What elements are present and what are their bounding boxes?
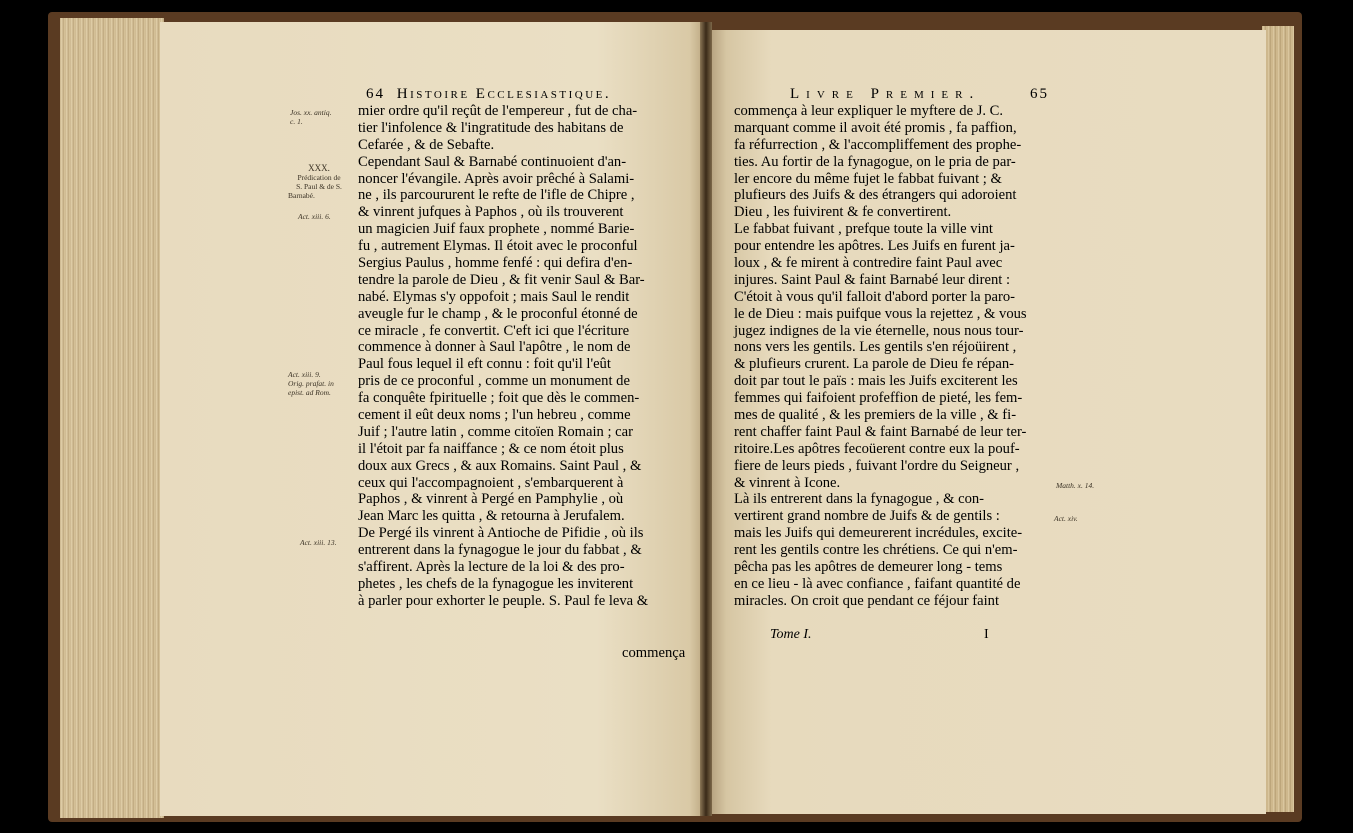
left-page-line: s'affirent. Après la lecture de la loi & des pro- xyxy=(358,559,625,576)
left-page-line: Sergius Paulus , homme fenfé : qui defira d'en- xyxy=(358,255,633,272)
left-page-line: noncer l'évangile. Après avoir prêché à Salami- xyxy=(358,170,635,187)
right-page-line: ties. Au fortir de la fynagogue, on le pria de par- xyxy=(734,153,1016,170)
left-page-line: phetes , les chefs de la fynagogue les inviterent xyxy=(358,575,634,592)
left-page-line: Paul fous lequel il eft connu : foit qu'il l'eût xyxy=(358,356,611,373)
right-page-line: rent les gentils contre les chrétiens. Ce qui n'em- xyxy=(734,542,1018,559)
left-page-line: un magicien Juif faux prophete , nommé Barie- xyxy=(358,221,635,238)
right-page-line: femmes qui faifoient profeffion de pieté, les fem- xyxy=(734,390,1023,407)
left-page-line: mier ordre qu'il reçût de l'empereur , fut de cha- xyxy=(358,103,638,119)
right-page-line: ritoire.Les apôtres fecoüerent contre eux la pouf- xyxy=(734,440,1020,457)
right-footer-signature: I xyxy=(984,627,989,642)
right-page-line: mes de qualité , & les premiers de la ville , & fi- xyxy=(734,407,1017,424)
margin-note-act13-6: Act. xiii. 6. xyxy=(298,212,331,221)
left-page-body xyxy=(358,103,648,610)
left-page-line: ce miracle , fe convertit. C'eft ici que l'écriture xyxy=(358,322,630,339)
right-page-line: & vinrent à Icone. xyxy=(734,474,841,491)
left-page-line: fu , autrement Elymas. Il étoit avec le proconful xyxy=(358,238,638,255)
margin-note-act13-9: Act. xiii. 9. Orig. prafat. in epist. ad Rom. xyxy=(288,370,334,397)
right-page-line: commença à leur expliquer le myftere de J. C. xyxy=(734,103,1004,119)
right-page-line: le de Dieu : mais puifque vous la rejettez , & vous xyxy=(734,305,1027,322)
left-page-line: tendre la parole de Dieu , & fit venir Saul & Bar- xyxy=(358,271,645,288)
left-page-line: entrerent dans la fynagogue le jour du fabbat , & xyxy=(358,542,642,559)
right-page-line: fa réfurrection , & l'accompliffement des prophe- xyxy=(734,136,1022,153)
margin-note-xxx: XXX. Prédication de S. Paul & de S. Barnabé. xyxy=(288,163,342,200)
left-page-line: à parler pour exhorter le peuple. S. Paul fe leva & xyxy=(358,592,649,609)
right-page-line: vertirent grand nombre de Juifs & de gentils : xyxy=(734,508,1000,525)
right-page-line: doit par tout le païs : mais les Juifs exciterent les xyxy=(734,373,1018,390)
left-page-line: Cependant Saul & Barnabé continuoient d'an- xyxy=(358,153,627,170)
left-page-line: & vinrent jufques à Paphos , où ils trouverent xyxy=(358,204,624,221)
right-page-line: pêcha pas les apôtres de demeurer long - tems xyxy=(734,559,1003,576)
right-page-line: Le fabbat fuivant , prefque toute la ville vint xyxy=(734,221,993,238)
right-page-body xyxy=(734,103,1027,610)
right-page-line: pour entendre les apôtres. Les Juifs en furent ja- xyxy=(734,238,1015,255)
left-page-line: Cefarée , & de Sebafte. xyxy=(358,136,495,153)
left-page-line: Juif ; l'autre latin , comme citoïen Romain ; car xyxy=(358,423,633,440)
left-page-header xyxy=(366,86,611,103)
left-page-line: fa conquête fpirituelle ; foit que dès le commen- xyxy=(358,390,640,407)
margin-note-act13-13: Act. xiii. 13. xyxy=(300,538,337,547)
right-page-line: miracles. On croit que pendant ce féjour faint xyxy=(734,592,1000,609)
right-running-head: Livre Premier. xyxy=(790,86,981,102)
right-page-line: mais les Juifs qui demeurerent incrédules, excite- xyxy=(734,525,1023,542)
left-page-line: doux aux Grecs , & aux Romains. Saint Paul , & xyxy=(358,457,642,474)
right-page-line: Là ils entrerent dans la fynagogue , & con- xyxy=(734,491,985,508)
right-page-line: ler encore du même fujet le fabbat fuivant ; & xyxy=(734,170,1002,187)
page-edges-right xyxy=(1262,26,1294,812)
left-page-line: commence à donner à Saul l'apôtre , le nom de xyxy=(358,339,631,356)
book-gutter xyxy=(700,22,712,816)
right-page-line: loux , & fe mirent à contredire faint Paul avec xyxy=(734,255,1003,272)
right-page-line: plufieurs des Juifs & des étrangers qui adoroient xyxy=(734,187,1017,204)
right-page-line: fiere de leurs pieds , fuivant l'ordre du Seigneur , xyxy=(734,457,1020,474)
right-page-header xyxy=(790,86,1049,103)
right-page-line: nons vers les gentils. Les gentils s'en réjoüirent , xyxy=(734,339,1017,356)
left-page-line: aveugle fur le champ , & le proconful étonné de xyxy=(358,305,638,322)
left-page-line: ceux qui l'accompagnoient , s'embarquerent à xyxy=(358,474,624,491)
right-page-line: & plufieurs crurent. La parole de Dieu fe répan- xyxy=(734,356,1014,373)
right-page-line: injures. Saint Paul & faint Barnabé leur dirent : xyxy=(734,271,1010,288)
left-page-line: De Pergé ils vinrent à Antioche de Pifidie , où ils xyxy=(358,525,644,542)
left-page-number: 64 xyxy=(366,86,385,102)
left-running-head: Histoire Ecclesiastique. xyxy=(396,86,612,102)
right-page-line: jugez indignes de la vie éternelle, nous nous tour- xyxy=(734,322,1024,339)
page-edges-left xyxy=(60,18,164,818)
margin-note-act14: Act. xiv. xyxy=(1054,514,1078,523)
left-page-line: Jean Marc les quitta , & retourna à Jerufalem. xyxy=(358,508,625,525)
margin-note-jos: Jos. xx. antiq. c. 1. xyxy=(290,108,332,126)
right-page-line: marquant comme il avoit été promis , fa paffion, xyxy=(734,119,1017,136)
right-page-line: en ce lieu - là avec confiance , faifant quantité de xyxy=(734,575,1021,592)
left-page-line: Paphos , & vinrent à Pergé en Pamphylie , où xyxy=(358,491,624,508)
left-page-line: tier l'infolence & l'ingratitude des habitans de xyxy=(358,119,624,136)
right-page-number: 65 xyxy=(1030,86,1049,102)
right-page-line: Dieu , les fuivirent & fe convertirent. xyxy=(734,204,952,221)
right-page-line: rent chaffer faint Paul & faint Barnabé de leur ter- xyxy=(734,423,1027,440)
left-page-line: nabé. Elymas s'y oppofoit ; mais Saul le rendit xyxy=(358,288,630,305)
left-catchword: commença xyxy=(622,645,686,661)
margin-note-matth10: Matth. x. 14. xyxy=(1056,481,1095,490)
left-page-line: cement il eût deux noms ; l'un hebreu , comme xyxy=(358,407,631,424)
left-page-line: ne , ils parcoururent le refte de l'ifle de Chipre , xyxy=(358,187,635,204)
left-page-line: il l'étoit par fa naiffance ; & ce nom étoit plus xyxy=(358,440,624,457)
right-footer-volume: Tome I. xyxy=(770,627,812,642)
right-page-line: C'étoit à vous qu'il falloit d'abord porter la paro- xyxy=(734,288,1016,305)
left-page-line: pris de ce proconful , comme un monument de xyxy=(358,373,630,390)
